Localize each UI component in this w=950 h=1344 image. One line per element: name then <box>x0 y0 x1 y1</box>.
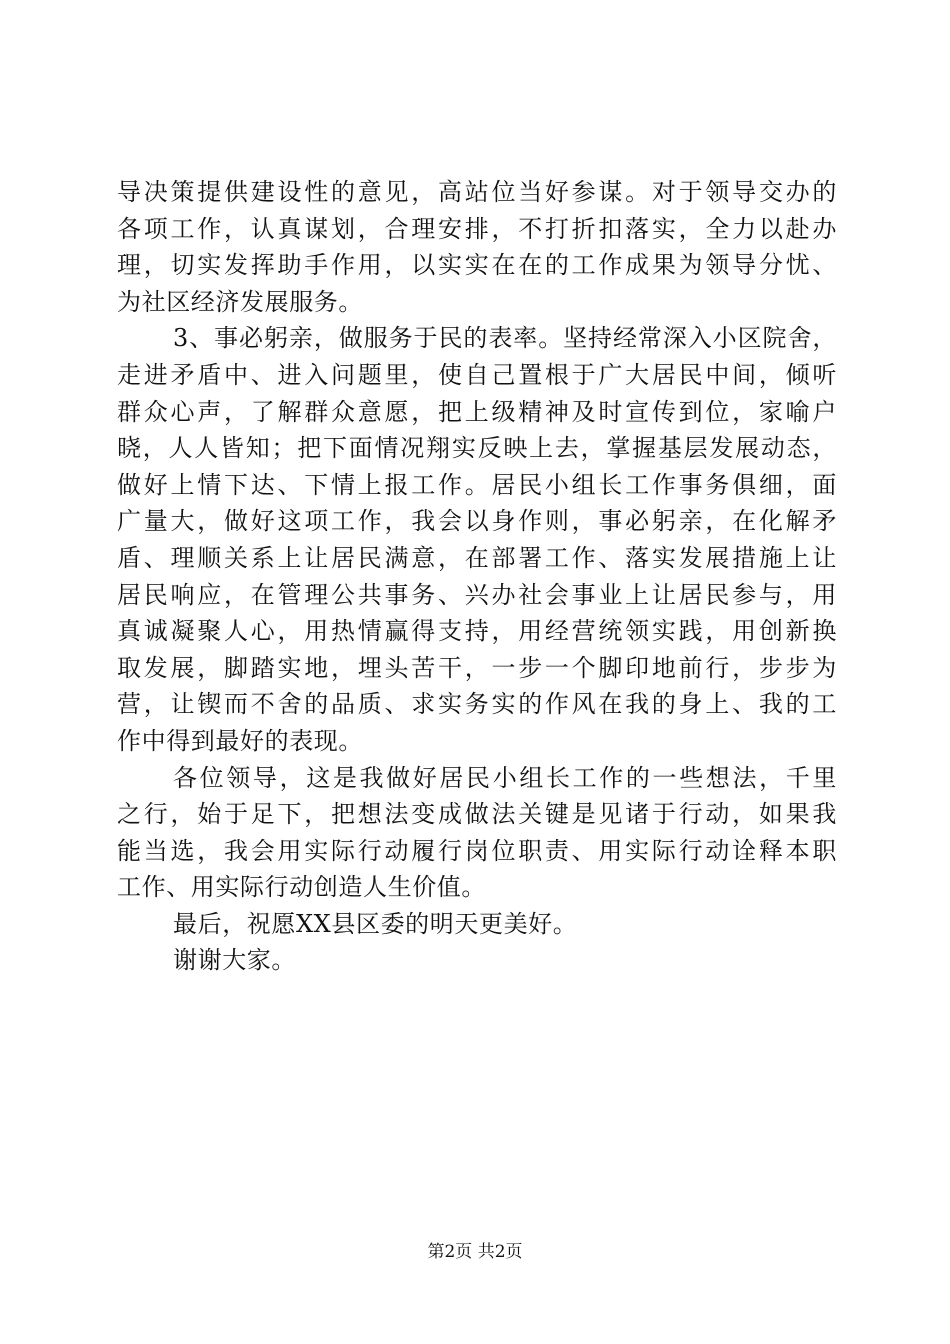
text-line: 走进矛盾中、进入问题里，使自己置根于广大居民中间，倾听 <box>117 360 837 389</box>
body-text <box>117 174 837 979</box>
text-line: 为社区经济发展服务。 <box>117 287 363 316</box>
text-line: 晓，人人皆知；把下面情况翔实反映上去，掌握基层发展动态， <box>117 434 837 463</box>
text-line: 取发展，脚踏实地，埋头苦干，一步一个脚印地前行，步步为 <box>117 653 837 682</box>
text-line: 3、事必躬亲，做服务于民的表率。坚持经常深入小区院舍， <box>173 324 837 353</box>
text-line: 能当选，我会用实际行动履行岗位职责、用实际行动诠释本职 <box>117 836 837 865</box>
text-line: 导决策提供建设性的意见，高站位当好参谋。对于领导交办的 <box>117 178 837 206</box>
text-line: 理，切实发挥助手作用，以实实在在的工作成果为领导分忧、 <box>117 251 837 280</box>
text-line: 做好上情下达、下情上报工作。居民小组长工作事务俱细，面 <box>117 470 837 499</box>
text-line: 各位领导，这是我做好居民小组长工作的一些想法，千里 <box>173 763 837 792</box>
text-line: 各项工作，认真谋划，合理安排，不打折扣落实，全力以赴办 <box>117 214 837 243</box>
text-line: 真诚凝聚人心，用热情赢得支持，用经营统领实践，用创新换 <box>117 617 837 646</box>
text-line: 工作、用实际行动创造人生价值。 <box>117 873 486 902</box>
page-number-footer: 第2页 共2页 <box>427 1242 523 1262</box>
text-line: 之行，始于足下，把想法变成做法关键是见诸于行动，如果我 <box>117 800 837 829</box>
text-line: 谢谢大家。 <box>173 946 296 975</box>
text-line: 作中得到最好的表现。 <box>117 726 363 755</box>
text-line: 最后，祝愿XX县区委的明天更美好。 <box>173 909 578 938</box>
text-line: 盾、理顺关系上让居民满意，在部署工作、落实发展措施上让 <box>117 543 837 572</box>
text-line: 居民响应，在管理公共事务、兴办社会事业上让居民参与，用 <box>117 580 837 609</box>
text-line: 广量大，做好这项工作，我会以身作则，事必躬亲，在化解矛 <box>117 507 837 536</box>
text-line: 营，让锲而不舍的品质、求实务实的作风在我的身上、我的工 <box>117 690 837 719</box>
text-line: 群众心声，了解群众意愿，把上级精神及时宣传到位，家喻户 <box>117 397 837 426</box>
